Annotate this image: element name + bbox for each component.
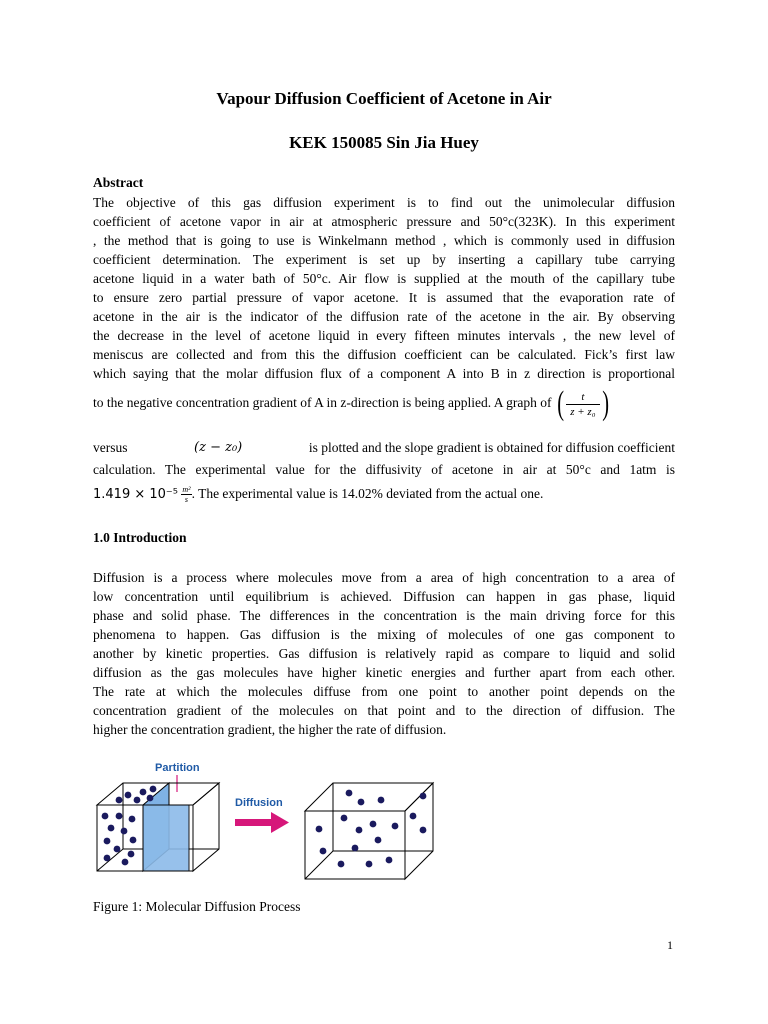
abstract-line: The objective of this gas diffusion experiment is to find out the unimolecular diffusion — [93, 195, 675, 210]
diffusion-arrow-icon — [235, 812, 289, 833]
abstract-line: coefficient determination. The experiment is set up by inserting a capillary tube carrying — [93, 252, 675, 267]
versus-word: versus — [93, 440, 128, 455]
intro-line: diffusion as the gas molecules have higher kinetic energies and further apart from each other. — [93, 665, 675, 680]
abstract-graph-prefix: to the negative concentration gradient of A in z-direction is being applied. A graph of — [93, 395, 552, 411]
fraction-numerator: t — [566, 390, 599, 405]
intro-body — [93, 568, 675, 739]
versus-expression: (z − z₀) — [194, 440, 243, 455]
paper-title: Vapour Diffusion Coefficient of Acetone in Air — [216, 89, 552, 108]
intro-line: another by kinetic properties. Gas diffusion is relatively rapid as compare to liquid and solid — [93, 646, 675, 661]
abstract-value-line — [93, 484, 675, 504]
intro-line: low concentration until equilibrium is achieved. Diffusion can happen in gas phase, liquid — [93, 589, 675, 604]
abstract-line: coefficient of acetone vapor in air at atmospheric pressure and 50°c(323K). In this experiment — [93, 214, 675, 229]
intro-line: The rate at which the molecules diffuse from one point to another point depends on the — [93, 684, 675, 699]
abstract-last-text: . The experimental value is 14.02% deviated from the actual one. — [191, 486, 544, 501]
abstract-line: to ensure zero partial pressure of vapor acetone. It is assumed that the evaporation rate of — [93, 290, 675, 305]
abstract-calc-text: calculation. The experimental value for the diffusivity of acetone in air at 50°c and 1atm is — [93, 462, 675, 477]
right-molecules — [316, 790, 427, 868]
abstract-line: acetone liquid in a water bath of 50°c. Air flow is supplied at the mouth of the capillary tube — [93, 271, 675, 286]
page-number: 1 — [667, 938, 673, 952]
abstract-line: acetone in the air is the indicator of the diffusion rate of the acetone in the air. By observing — [93, 309, 675, 324]
molecular-diffusion-figure — [93, 756, 443, 886]
intro-heading: 1.0 Introduction — [93, 530, 187, 545]
versus-rest: is plotted and the slope gradient is obtained for diffusion coefficient — [308, 440, 675, 455]
unit-fraction — [181, 485, 191, 504]
intro-line: phenomena to happen. Gas diffusion is the mixing of molecules of one gas component to — [93, 627, 675, 642]
unit-numerator: m² — [182, 485, 191, 495]
abstract-line: the decrease in the level of acetone liquid in every fifteen minutes intervals , the new level of — [93, 328, 675, 343]
partition-label: Partition — [155, 762, 200, 774]
abstract-line: , the method that is going to use is Winkelmann method , which is commonly used in diffusion — [93, 233, 675, 248]
left-paren: ( — [557, 385, 564, 422]
diffusion-label: Diffusion — [235, 797, 283, 809]
graph-fraction — [566, 390, 599, 419]
diffusivity-value: 1.419 × 10⁻⁵ — [93, 487, 178, 502]
abstract-calc-line — [93, 460, 675, 479]
intro-line: Diffusion is a process where molecules move from a area of high concentration to a area of — [93, 570, 675, 585]
intro-line: higher the concentration gradient, the higher the rate of diffusion. — [93, 722, 447, 737]
intro-line: concentration gradient of the molecules on that point and to the direction of diffusion. The — [93, 703, 675, 718]
fraction-denominator: z + z₀ — [570, 405, 596, 418]
figure-caption: Figure 1: Molecular Diffusion Process — [93, 899, 301, 914]
abstract-body — [93, 193, 675, 383]
abstract-line: which saying that the molar diffusion flux of a component A into B in z direction is proportional — [93, 366, 675, 381]
abstract-heading: Abstract — [93, 175, 144, 190]
intro-line: phase and solid phase. The differences in the concentration is the main driving force for this — [93, 608, 675, 623]
abstract-versus-line — [93, 438, 675, 457]
right-paren: ) — [601, 385, 609, 422]
abstract-graph-line — [93, 387, 675, 421]
abstract-line: meniscus are collected and from this the diffusion coefficient can be calculated. Fick’s first law — [93, 347, 675, 362]
unit-denominator: s — [184, 495, 189, 505]
author-line: KEK 150085 Sin Jia Huey — [289, 133, 479, 152]
